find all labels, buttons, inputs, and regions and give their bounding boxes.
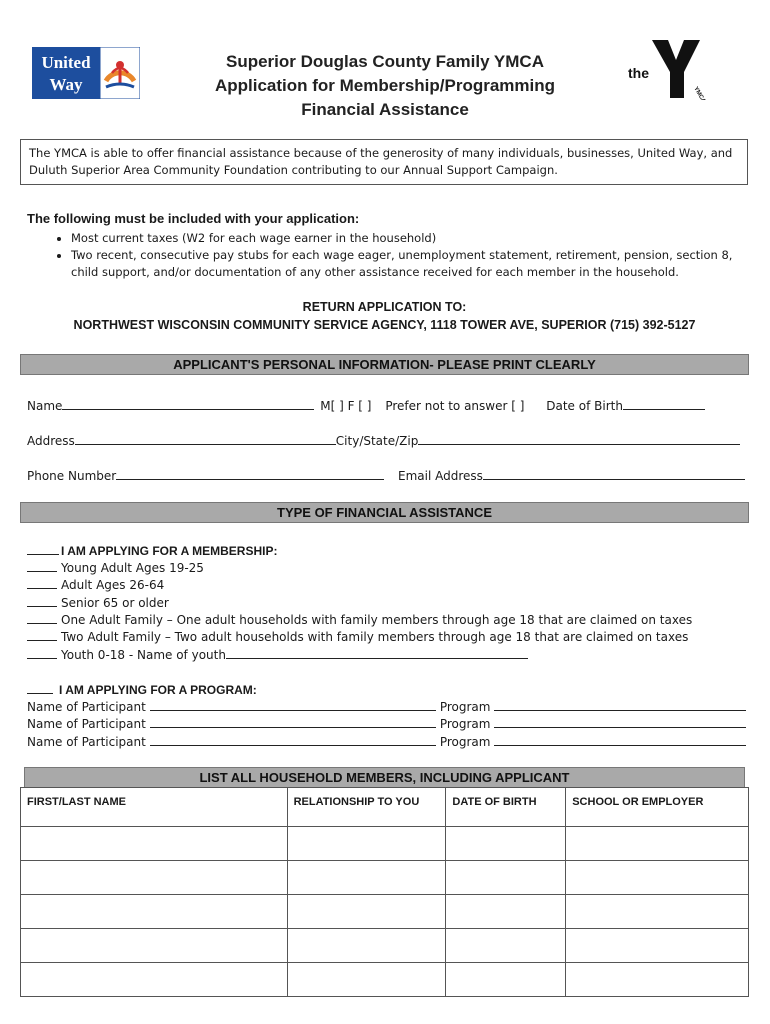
- program-label: Program: [439, 735, 491, 749]
- gender-label[interactable]: M[ ] F [ ]: [320, 399, 372, 413]
- membership-option: [27, 611, 692, 630]
- program-label: Program: [439, 700, 491, 714]
- membership-check-blank[interactable]: [27, 542, 59, 555]
- name-field[interactable]: [62, 397, 314, 410]
- membership-option: [27, 628, 688, 647]
- table-row: [21, 963, 749, 997]
- table-cell[interactable]: [21, 929, 288, 963]
- option-label: Young Adult Ages 19-25: [61, 561, 204, 575]
- option-label: Youth 0-18 - Name of youth: [61, 648, 226, 662]
- program-field[interactable]: [494, 715, 746, 728]
- column-header-name: FIRST/LAST NAME: [21, 788, 288, 827]
- table-row: [21, 929, 749, 963]
- option-label: Senior 65 or older: [61, 596, 169, 610]
- phone-field[interactable]: [116, 467, 384, 480]
- table-cell[interactable]: [287, 861, 446, 895]
- table-cell[interactable]: [566, 895, 749, 929]
- option-check-blank[interactable]: [27, 611, 57, 624]
- option-check-blank[interactable]: [27, 646, 57, 659]
- membership-option: [27, 594, 169, 613]
- program-label: Program: [439, 717, 491, 731]
- personal-info-band: APPLICANT'S PERSONAL INFORMATION- PLEASE PRINT CLEARLY: [20, 354, 749, 375]
- logo-text-way: Way: [49, 75, 83, 94]
- youth-name-field[interactable]: [226, 646, 528, 659]
- option-label: One Adult Family – One adult households with family members through age 18 that are claimed on taxes: [61, 613, 693, 627]
- table-row: [21, 827, 749, 861]
- table-cell[interactable]: [287, 929, 446, 963]
- dob-label: Date of Birth: [546, 399, 623, 413]
- ymca-logo: [624, 36, 710, 100]
- table-cell[interactable]: [566, 827, 749, 861]
- participant-label: Name of Participant: [27, 717, 146, 731]
- email-label: Email Address: [398, 469, 483, 483]
- logo-text-united: United: [41, 53, 91, 72]
- participant-label: Name of Participant: [27, 735, 146, 749]
- membership-option: [27, 646, 532, 665]
- name-row: [27, 397, 705, 414]
- requirements-list: [27, 230, 747, 281]
- email-field[interactable]: [483, 467, 745, 480]
- option-label: Adult Ages 26-64: [61, 578, 165, 592]
- participant-field[interactable]: [150, 715, 436, 728]
- membership-heading: I AM APPLYING FOR A MEMBERSHIP:: [61, 544, 278, 558]
- contact-row: [27, 467, 745, 484]
- participant-row: [27, 733, 750, 752]
- membership-heading-row: [27, 542, 277, 561]
- participant-row: [27, 698, 750, 717]
- option-check-blank[interactable]: [27, 628, 57, 641]
- column-header-school: SCHOOL OR EMPLOYER: [566, 788, 749, 827]
- city-field[interactable]: [418, 432, 740, 445]
- title-line-1: Superior Douglas County Family YMCA: [225, 52, 544, 71]
- option-check-blank[interactable]: [27, 576, 57, 589]
- table-cell[interactable]: [446, 929, 566, 963]
- column-header-dob: DATE OF BIRTH: [446, 788, 566, 827]
- requirements-heading: The following must be included with your application:: [27, 211, 360, 226]
- intro-box: The YMCA is able to offer financial assistance because of the generosity of many individuals, businesses, United Way, and Duluth Superior Area Community Foundation contributing to our Annual Support Campaign.: [20, 139, 748, 185]
- option-check-blank[interactable]: [27, 594, 57, 607]
- participant-row: [27, 715, 750, 734]
- phone-label: Phone Number: [27, 469, 117, 483]
- prefer-not-label[interactable]: Prefer not to answer [ ]: [385, 399, 525, 413]
- household-table: [20, 787, 749, 997]
- table-header-row: [21, 788, 749, 827]
- table-cell[interactable]: [446, 861, 566, 895]
- program-heading: I AM APPLYING FOR A PROGRAM:: [59, 683, 257, 697]
- table-cell[interactable]: [21, 861, 288, 895]
- address-label: Address: [27, 434, 75, 448]
- form-title: [200, 50, 570, 122]
- table-cell[interactable]: [21, 895, 288, 929]
- table-cell[interactable]: [446, 963, 566, 997]
- city-label: City/State/Zip: [335, 434, 419, 448]
- table-cell[interactable]: [566, 929, 749, 963]
- dob-field[interactable]: [623, 397, 705, 410]
- column-header-relationship: RELATIONSHIP TO YOU: [287, 788, 446, 827]
- requirement-item: • Most current taxes (W2 for each wage earner in the household): [71, 230, 747, 247]
- membership-option: [27, 559, 204, 578]
- household-band: LIST ALL HOUSEHOLD MEMBERS, INCLUDING APPLICANT: [24, 767, 745, 788]
- table-cell[interactable]: [446, 895, 566, 929]
- table-row: [21, 861, 749, 895]
- address-row: [27, 432, 740, 449]
- table-cell[interactable]: [21, 963, 288, 997]
- title-line-3: Financial Assistance: [301, 100, 469, 119]
- table-cell[interactable]: [566, 963, 749, 997]
- united-way-logo: [32, 47, 140, 99]
- table-cell[interactable]: [566, 861, 749, 895]
- program-field[interactable]: [494, 698, 746, 711]
- program-field[interactable]: [494, 733, 746, 746]
- option-check-blank[interactable]: [27, 559, 57, 572]
- table-cell[interactable]: [287, 895, 446, 929]
- logo-text-ymca: YMCA: [692, 86, 707, 100]
- program-check-blank[interactable]: [27, 681, 53, 694]
- participant-field[interactable]: [150, 733, 436, 746]
- table-cell[interactable]: [446, 827, 566, 861]
- name-label: Name: [27, 399, 63, 413]
- title-line-2: Application for Membership/Programming: [214, 76, 556, 95]
- table-row: [21, 895, 749, 929]
- logo-text-the: the: [628, 65, 649, 81]
- assistance-band: TYPE OF FINANCIAL ASSISTANCE: [20, 502, 749, 523]
- program-heading-row: [27, 681, 257, 700]
- table-cell[interactable]: [287, 827, 446, 861]
- participant-field[interactable]: [150, 698, 436, 711]
- table-cell[interactable]: [287, 963, 446, 997]
- return-heading: RETURN APPLICATION TO:: [302, 300, 467, 314]
- address-field[interactable]: [75, 432, 336, 445]
- membership-option: [27, 576, 164, 595]
- participant-label: Name of Participant: [27, 700, 146, 714]
- return-address: NORTHWEST WISCONSIN COMMUNITY SERVICE AGENCY, 1118 TOWER AVE, SUPERIOR (715) 392-5127: [73, 318, 696, 332]
- requirement-item: • Two recent, consecutive pay stubs for each wage eager, unemployment statement, retirement, pension, section 8, child support, and/or documentation of any other assistance received for each member in the household.: [71, 247, 747, 281]
- table-cell[interactable]: [21, 827, 288, 861]
- option-label: Two Adult Family – Two adult households with family members through age 18 that are claimed on taxes: [61, 630, 689, 644]
